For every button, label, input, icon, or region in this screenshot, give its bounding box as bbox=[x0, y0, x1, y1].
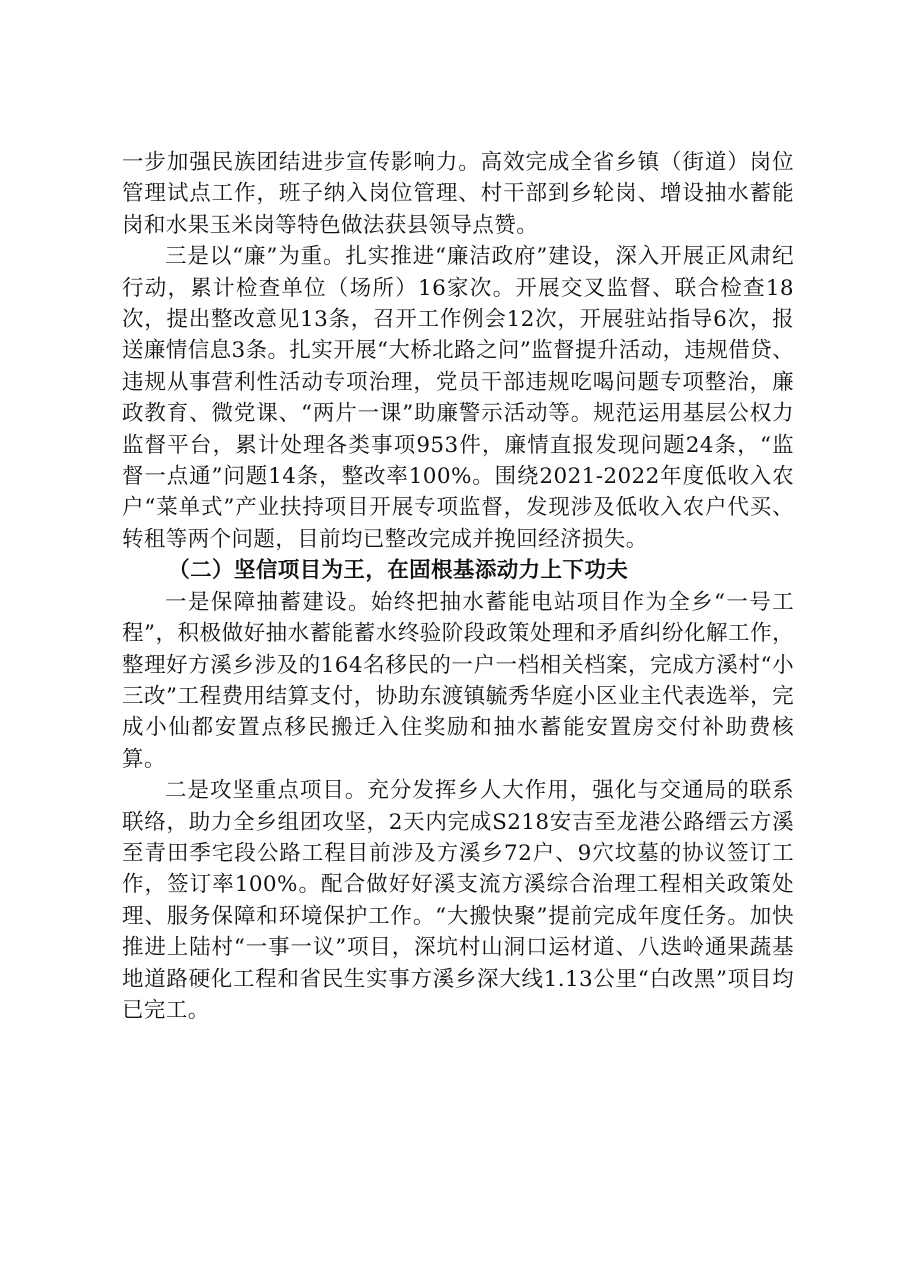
paragraph-integrity: 三是以“廉”为重。扎实推进“廉洁政府”建设，深入开展正风肃纪行动，累计检查单位（场所）16家次。开展交叉监督、联合检查18次，提出整改意见13条，召开工作例会12次，开展驻站指导6次，报送廉情信息3条。扎实开展“大桥北路之问”监督提升活动，违规借贷、违规从事营利性活动专项治理，党员干部违规吃喝问题专项整治，廉政教育、微党课、“两片一课”助廉警示活动等。规范运用基层公权力监督平台，累计处理各类事项953件，廉情直报发现问题24条，“监督一点通”问题14条，整改率100%。围绕2021-2022年度低收入农户“菜单式”产业扶持项目开展专项监督，发现涉及低收入农户代买、转租等两个问题，目前均已整改完成并挽回经济损失。 bbox=[122, 244, 794, 552]
paragraph-pumped-storage: 一是保障抽蓄建设。始终把抽水蓄能电站项目作为全乡“一号工程”，积极做好抽水蓄能蓄水终验阶段政策处理和矛盾纠纷化解工作，整理好方溪乡涉及的164名移民的一户一档相关档案，完成方溪村“小三改”工程费用结算支付，协助东渡镇毓秀华庭小区业主代表选举，完成小仙都安置点移民搬迁入住奖励和抽水蓄能安置房交付补助费核算。 bbox=[122, 589, 794, 772]
section-heading: （二）坚信项目为王，在固根基添动力上下功夫 bbox=[168, 558, 629, 584]
paragraph-continuation: 一步加强民族团结进步宣传影响力。高效完成全省乡镇（街道）岗位管理试点工作，班子纳入岗位管理、村干部到乡轮岗、增设抽水蓄能岗和水果玉米岗等特色做法获县领导点赞。 bbox=[122, 150, 794, 238]
paragraph-key-projects: 二是攻坚重点项目。充分发挥乡人大作用，强化与交通局的联系联络，助力全乡组团攻坚，2天内完成S218安吉至龙港公路缙云方溪至青田季宅段公路工程目前涉及方溪乡72户、9穴坟墓的协议签订工作，签订率100%。配合做好好溪支流方溪综合治理工程相关政策处理、服务保障和环境保护工作。“大搬快聚”提前完成年度任务。加快推进上陆村“一事一议”项目，深坑村山洞口运材道、八迭岭通果蔬基地道路硬化工程和省民生实事方溪乡深大线1.13公里“白改黑”项目均已完工。 bbox=[122, 778, 794, 1023]
document-body bbox=[122, 147, 794, 1026]
